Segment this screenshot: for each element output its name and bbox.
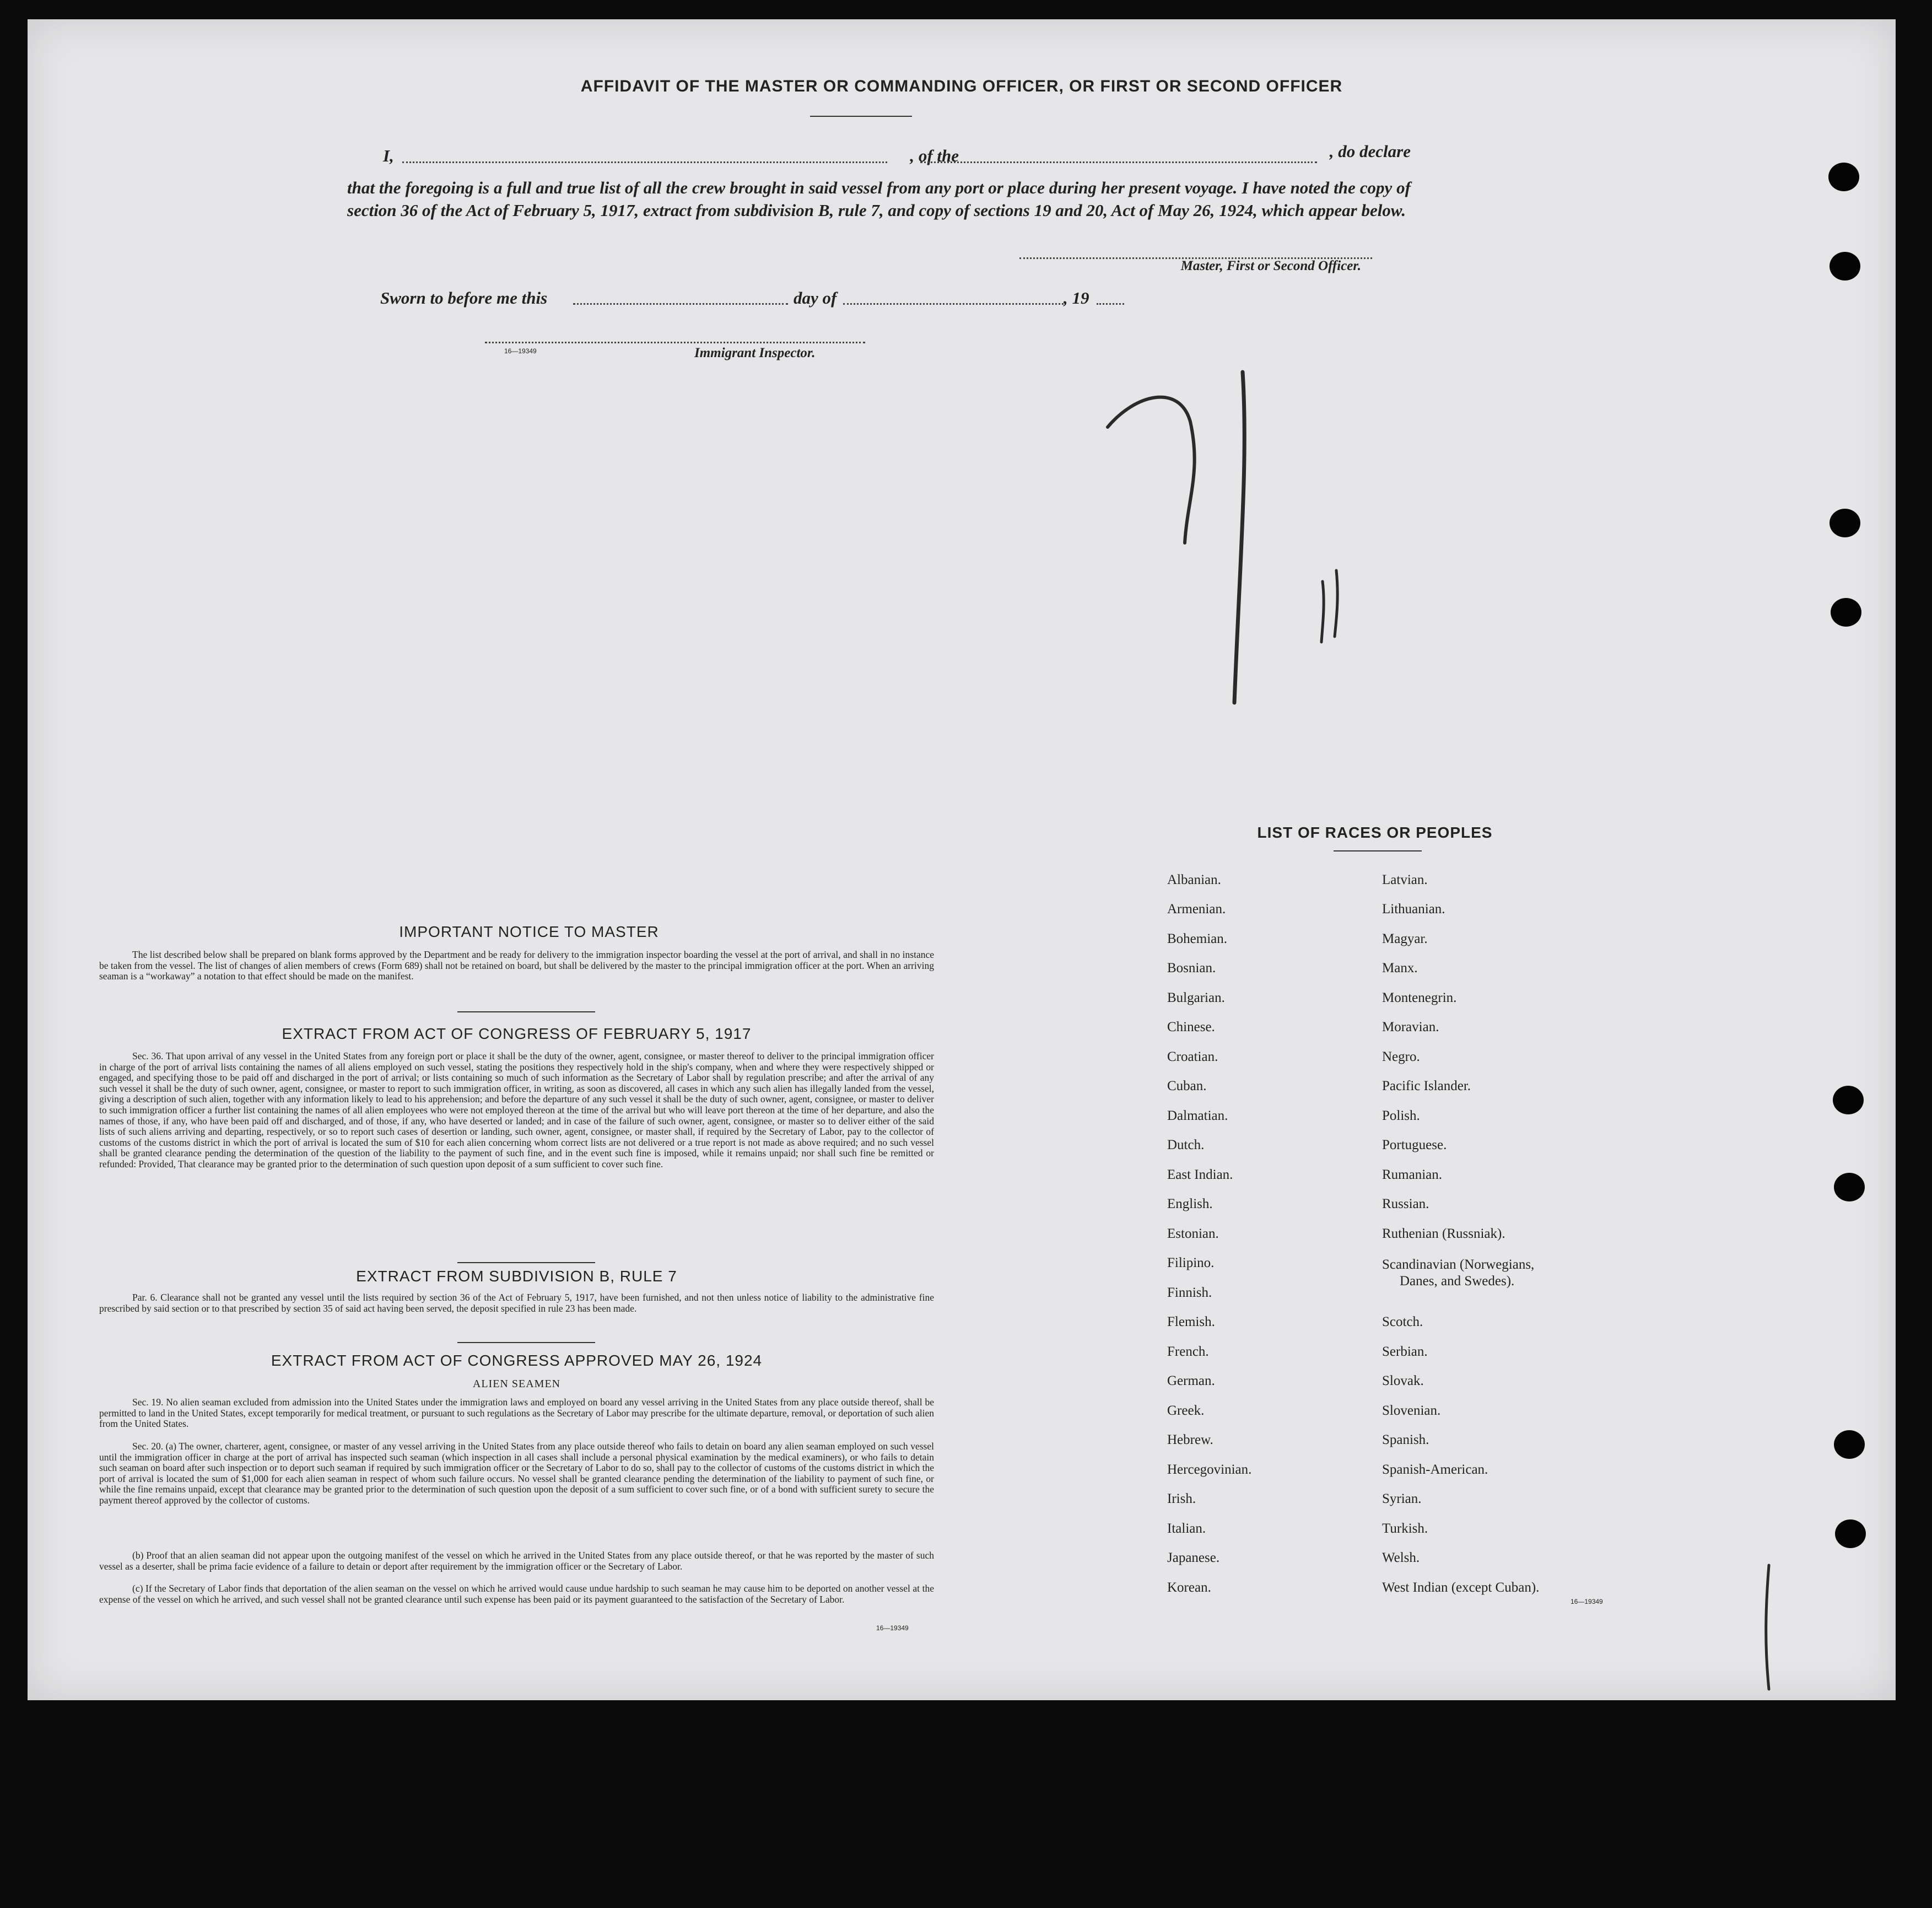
sworn-month-field[interactable] bbox=[843, 303, 1064, 305]
race-item: Italian. bbox=[1167, 1521, 1206, 1536]
extract-1917-title: EXTRACT FROM ACT OF CONGRESS OF FEBRUARY 5, 1917 bbox=[282, 1025, 752, 1042]
race-item: Turkish. bbox=[1382, 1521, 1428, 1536]
race-item: Scandinavian (Norwegians, bbox=[1382, 1257, 1535, 1272]
signature-caption: Master, First or Second Officer. bbox=[1180, 258, 1361, 273]
inspector-signature-field[interactable] bbox=[485, 342, 865, 343]
punch-hole bbox=[1834, 1430, 1865, 1459]
races-form-number: 16—19349 bbox=[1571, 1598, 1603, 1605]
vessel-name-field[interactable] bbox=[920, 161, 1317, 163]
notice-title: IMPORTANT NOTICE TO MASTER bbox=[399, 923, 659, 940]
race-item: Moravian. bbox=[1382, 1020, 1439, 1034]
section-divider bbox=[457, 1262, 595, 1263]
race-item: West Indian (except Cuban). bbox=[1382, 1580, 1540, 1595]
title-divider bbox=[810, 116, 912, 117]
race-item: Greek. bbox=[1167, 1403, 1205, 1418]
race-item: Magyar. bbox=[1382, 931, 1428, 946]
race-item: Japanese. bbox=[1167, 1550, 1220, 1565]
race-item: Latvian. bbox=[1382, 872, 1428, 887]
race-item: Bohemian. bbox=[1167, 931, 1228, 946]
punch-hole bbox=[1831, 598, 1861, 627]
sworn-year-field[interactable] bbox=[1097, 303, 1124, 305]
section-divider bbox=[457, 1011, 595, 1012]
affidavit-title: AFFIDAVIT OF THE MASTER OR COMMANDING OFFICER, OR FIRST OR SECOND OFFICER bbox=[580, 77, 1343, 95]
race-item: Flemish. bbox=[1167, 1314, 1215, 1329]
extract-1924-sec20b: (b) Proof that an alien seaman did not appear upon the outgoing manifest of the vessel on which he arrived in the United States from any place outside thereof, or that he was reported by the master of such vessel as a deserter, shall be prima facie evidence of a failure to detain or deport after requirement by the immigration officer or the Secretary of Labor. bbox=[99, 1550, 934, 1572]
handwritten-mark bbox=[1758, 1562, 1780, 1695]
races-divider bbox=[1334, 850, 1422, 851]
affidavit-of-the-label: , of the bbox=[910, 146, 959, 165]
sworn-day-field[interactable] bbox=[573, 303, 788, 305]
race-item: Croatian. bbox=[1167, 1049, 1218, 1064]
race-item: German. bbox=[1167, 1373, 1215, 1388]
punch-hole bbox=[1830, 252, 1860, 281]
race-item: Danes, and Swedes). bbox=[1400, 1274, 1515, 1289]
day-of-label: day of bbox=[794, 288, 837, 308]
affidavit-i-label: I, bbox=[383, 146, 394, 165]
affidavit-declare-label: , do declare bbox=[1329, 142, 1411, 161]
race-item: Hercegovinian. bbox=[1167, 1462, 1252, 1477]
sworn-label: Sworn to before me this bbox=[380, 288, 548, 308]
extract-rule7-title: EXTRACT FROM SUBDIVISION B, RULE 7 bbox=[356, 1268, 677, 1285]
punch-hole bbox=[1830, 509, 1860, 537]
race-item: Slovenian. bbox=[1382, 1403, 1441, 1418]
race-item: Serbian. bbox=[1382, 1344, 1428, 1359]
race-item: Lithuanian. bbox=[1382, 902, 1445, 917]
race-item: Hebrew. bbox=[1167, 1432, 1213, 1447]
race-item: Rumanian. bbox=[1382, 1167, 1443, 1182]
race-item: Filipino. bbox=[1167, 1255, 1215, 1270]
race-item: Ruthenian (Russniak). bbox=[1382, 1226, 1505, 1241]
extract-1924-sec20a: Sec. 20. (a) The owner, charterer, agent, consignee, or master of any vessel arriving in the United States from any place outside thereof who fails to detain on board any alien seaman employed on such vessel until the immigration officer in charge at the port of arrival has inspected such seaman (which inspection in all cases shall include a personal physical examination by the medical examiners), or who fails to detain such seaman on board after such inspection or to deport such seaman if required by such immigration officer or the Secretary of Labor to do so, shall pay to the collector of customs of the customs district in which the port of arrival is located the sum of $1,000 for each alien seaman in respect of whom such failure occurs. No vessel shall be granted clearance pending the determination of the liability to payment of such fine, or while the fine remains unpaid, except that clearance may be granted prior to the determination of such question upon the deposit of a sum sufficient to cover such fine, or of a bond with sufficient surety to secure the payment thereof approved by the collector of customs. bbox=[99, 1441, 934, 1506]
race-item: Negro. bbox=[1382, 1049, 1420, 1064]
manifest-back-page bbox=[28, 19, 1896, 1700]
race-item: Dutch. bbox=[1167, 1138, 1205, 1152]
race-item: Spanish-American. bbox=[1382, 1462, 1488, 1477]
affidavit-body: that the foregoing is a full and true list of all the crew brought in said vessel from any port or place during her present voyage. I have noted the copy of section 36 of the Act of February 5, 1917, extract from subdivision B, rule 7, and copy of sections 19 and 20, Act of May 26, 1924, which appear below. bbox=[347, 178, 1411, 220]
race-item: Dalmatian. bbox=[1167, 1108, 1228, 1123]
race-item: Russian. bbox=[1382, 1196, 1429, 1211]
handwritten-mark bbox=[1102, 361, 1389, 780]
race-item: Pacific Islander. bbox=[1382, 1079, 1471, 1093]
race-item: Syrian. bbox=[1382, 1491, 1422, 1506]
race-item: Korean. bbox=[1167, 1580, 1211, 1595]
extract-form-number: 16—19349 bbox=[876, 1624, 909, 1632]
race-item: Montenegrin. bbox=[1382, 990, 1457, 1005]
race-item: Albanian. bbox=[1167, 872, 1221, 887]
race-item: East Indian. bbox=[1167, 1167, 1233, 1182]
extract-1924-title: EXTRACT FROM ACT OF CONGRESS APPROVED MAY 26, 1924 bbox=[271, 1352, 763, 1369]
race-item: Welsh. bbox=[1382, 1550, 1420, 1565]
race-item: Irish. bbox=[1167, 1491, 1196, 1506]
extract-1917-body: Sec. 36. That upon arrival of any vessel in the United States from any foreign port or place it shall be the duty of the owner, agent, consignee, or master thereof to deliver to the principal immigration officer in charge of the port of arrival lists containing the names of all aliens employed on such vessel, stating the positions they respectively hold in the ship's company, when and where they were respectively shipped or engaged, and specifying those to be paid off and discharged in the port of arrival; or lists containing so much of such information as the Secretary of Labor shall by regulation prescribe; and after the arrival of any such vessel it shall be the duty of such owner, agent, consignee, or master to report to such immigration officer, in writing, as soon as discovered, all cases in which any such alien has illegally landed from the vessel, giving a description of such alien, together with any information likely to lead to his apprehension; and before the departure of any such vessel it shall be the duty of such owner, agent, consignee, or master to deliver to such immigration officer a further list containing the names of all alien employees who were not employed thereon at the time of the arrival but who will leave port thereon at the time of her departure, and also the names of those, if any, who have been paid off and discharged, and of those, if any, who have deserted or landed; and in case of the failure of such owner, agent, consignee, or master so to deliver either of the said lists of such aliens arriving and departing, respectively, or so to report such cases of desertion or landing, such owner, agent, consignee, or master shall, if required by the Secretary of Labor, pay to the collector of customs of the customs district in which the port of arrival is located the sum of $10 for each alien concerning whom correct lists are not delivered or a true report is not made as above required; and no such vessel shall be granted clearance pending the determination of the question of the liability to the payment of such fine, and in the event such fine is imposed, while it remains unpaid; nor shall such fine be remitted or refunded: Provided, That clearance may be granted prior to the determination of such question upon deposit of a sum sufficient to cover such fine. bbox=[99, 1050, 934, 1169]
race-item: Armenian. bbox=[1167, 902, 1226, 917]
year-label: , 19 bbox=[1064, 288, 1089, 308]
race-item: Cuban. bbox=[1167, 1079, 1207, 1093]
alien-seamen-subtitle: ALIEN SEAMEN bbox=[472, 1378, 561, 1390]
punch-hole bbox=[1833, 1086, 1864, 1114]
race-item: Spanish. bbox=[1382, 1432, 1429, 1447]
race-item: Manx. bbox=[1382, 961, 1418, 975]
race-item: Estonian. bbox=[1167, 1226, 1219, 1241]
race-item: Bosnian. bbox=[1167, 961, 1216, 975]
race-item: Slovak. bbox=[1382, 1373, 1424, 1388]
race-item: Bulgarian. bbox=[1167, 990, 1225, 1005]
race-item: Polish. bbox=[1382, 1108, 1420, 1123]
race-item: French. bbox=[1167, 1344, 1209, 1359]
punch-hole bbox=[1835, 1519, 1866, 1548]
race-item: Scotch. bbox=[1382, 1314, 1423, 1329]
race-item: English. bbox=[1167, 1196, 1213, 1211]
punch-hole bbox=[1834, 1173, 1865, 1201]
punch-hole bbox=[1828, 163, 1859, 191]
notice-body: The list described below shall be prepared on blank forms approved by the Department and be ready for delivery to the immigration inspector boarding the vessel at the port of arrival, and shall in no instance be taken from the vessel. The list of changes of alien members of crews (Form 689) shall not be retained on board, but shall be delivered by the master to the principal immigration officer at the port. When an arriving seaman is a “workaway” a notation to that effect should be made on the manifest. bbox=[99, 949, 934, 982]
extract-1924-sec20c: (c) If the Secretary of Labor finds that deportation of the alien seaman on the vessel on which he arrived would cause undue hardship to such seaman he may cause him to be deported on another vessel at the expense of the vessel on which he arrived, and such vessel shall not be granted clearance until such expense has been paid or its payment guaranteed to the satisfaction of the Secretary of Labor. bbox=[99, 1583, 934, 1605]
inspector-caption: Immigrant Inspector. bbox=[694, 346, 816, 360]
declarant-name-field[interactable] bbox=[402, 161, 887, 163]
race-item: Finnish. bbox=[1167, 1285, 1212, 1300]
races-title: LIST OF RACES OR PEOPLES bbox=[1257, 824, 1493, 841]
extract-rule7-body: Par. 6. Clearance shall not be granted any vessel until the lists required by section 36 of the Act of February 5, 1917, have been furnished, and not then unless notice of liability to the administrative fine prescribed by said section or to that prescribed by section 35 of said act having been served, the deposit specified in rule 23 has been made. bbox=[99, 1292, 934, 1314]
section-divider bbox=[457, 1342, 595, 1343]
affidavit-form-number: 16—19349 bbox=[504, 347, 537, 355]
race-item: Portuguese. bbox=[1382, 1138, 1447, 1152]
extract-1924-sec19: Sec. 19. No alien seaman excluded from admission into the United States under the immigration laws and employed on board any vessel arriving in the United States from any place outside thereof, shall be permitted to land in the United States, except temporarily for medical treatment, or pursuant to such regulations as the Secretary of Labor may prescribe for the ultimate departure, removal, or deportation of such alien from the United States. bbox=[99, 1397, 934, 1430]
race-item: Chinese. bbox=[1167, 1020, 1215, 1034]
